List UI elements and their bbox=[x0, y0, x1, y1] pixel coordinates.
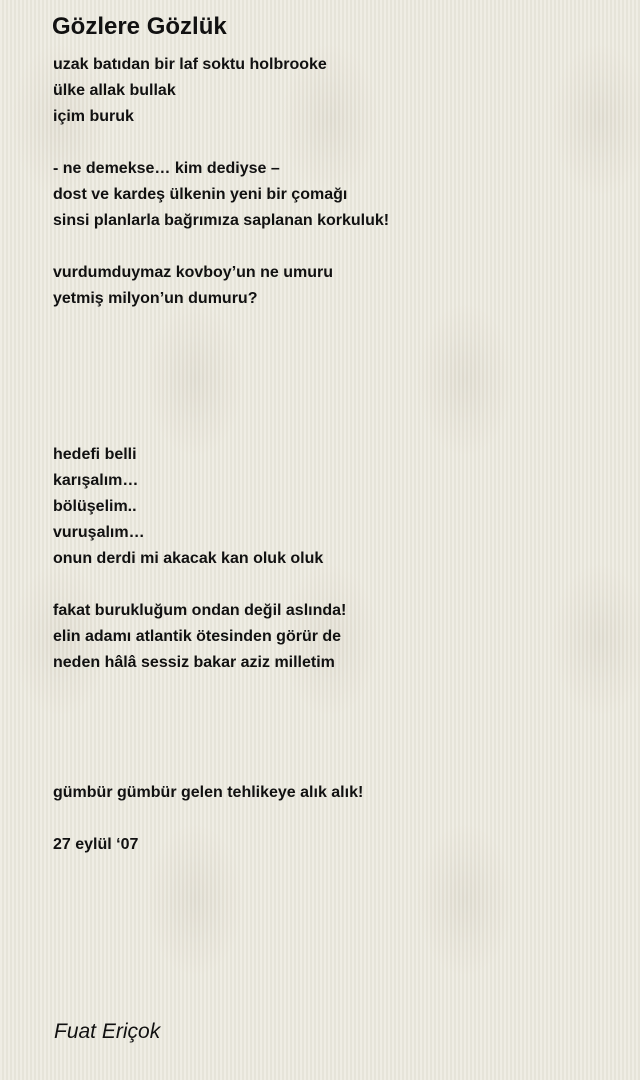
poem-line bbox=[53, 676, 389, 702]
poem-line bbox=[53, 702, 389, 728]
poem-line: karışalım… bbox=[53, 472, 139, 489]
poem-line: vuruşalım… bbox=[53, 524, 145, 541]
poem-line bbox=[53, 364, 389, 390]
poem-line bbox=[53, 390, 389, 416]
poem-line: gümbür gümbür gelen tehlikeye alık alık! bbox=[53, 784, 364, 801]
poem-line: uzak batıdan bir laf soktu holbrooke bbox=[53, 56, 327, 73]
poem-line: vurdumduymaz kovboy’un ne umuru bbox=[53, 264, 334, 281]
poem-line bbox=[53, 728, 389, 754]
poem-line bbox=[53, 416, 389, 442]
poem-line: fakat burukluğum ondan değil aslında! bbox=[53, 602, 347, 619]
poem-line bbox=[53, 754, 389, 780]
poem-line bbox=[53, 234, 389, 260]
poem-line bbox=[53, 130, 389, 156]
poem-line: - ne demekse… kim dediyse – bbox=[53, 160, 280, 177]
poem-line: sinsi planlarla bağrımıza saplanan korkuluk! bbox=[53, 212, 390, 229]
poem-line: neden hâlâ sessiz bakar aziz milletim bbox=[53, 654, 335, 671]
poem-line: onun derdi mi akacak kan oluk oluk bbox=[53, 550, 324, 567]
poem-line: bölüşelim.. bbox=[53, 498, 137, 515]
poem-line bbox=[53, 338, 389, 364]
poem-line: yetmiş milyon’un dumuru? bbox=[53, 290, 258, 307]
poem-title: Gözlere Gözlük bbox=[52, 13, 227, 40]
poem-line bbox=[53, 806, 389, 832]
poem-line: ülke allak bullak bbox=[53, 82, 176, 99]
poem-line: elin adamı atlantik ötesinden görür de bbox=[53, 628, 342, 645]
poem-body bbox=[53, 52, 389, 858]
poem-line bbox=[53, 572, 389, 598]
poem-date: 27 eylül ‘07 bbox=[53, 836, 139, 853]
poem-line: içim buruk bbox=[53, 108, 134, 125]
poem-line bbox=[53, 312, 389, 338]
poem-author: Fuat Eriçok bbox=[54, 1020, 161, 1043]
poem-line: hedefi belli bbox=[53, 446, 137, 463]
poem-line: dost ve kardeş ülkenin yeni bir çomağı bbox=[53, 186, 348, 203]
